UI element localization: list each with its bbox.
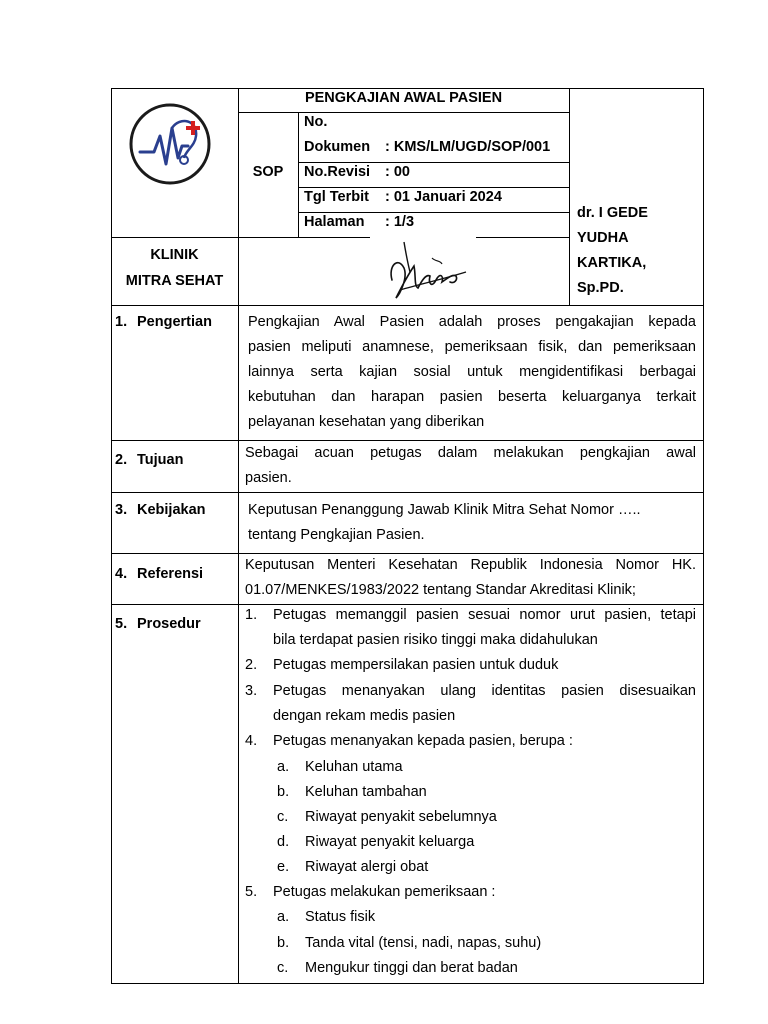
signer-name-line1: dr. I GEDE — [577, 205, 648, 221]
sublist-letter: a. — [277, 909, 290, 925]
sublist-item: Riwayat penyakit sebelumnya — [305, 809, 497, 825]
terbit-value: : 01 Januari 2024 — [385, 189, 502, 205]
text-line: lainnya serta kajian sosial untuk mengidentifikasi berbagai — [248, 364, 696, 380]
no-label: No. — [304, 114, 328, 130]
sublist-item: Keluhan tambahan — [305, 784, 427, 800]
signer-name-line2: YUDHA — [577, 230, 629, 246]
text-line: kebutuhan dan harapan pasien beserta keluarganya terkait — [248, 389, 696, 405]
list-number: 4. — [245, 733, 258, 749]
text-line: tentang Pengkajian Pasien. — [248, 527, 425, 543]
section-kebijakan-number: 3. — [115, 502, 128, 518]
sublist-item: Keluhan utama — [305, 759, 403, 775]
text-line: Pengkajian Awal Pasien adalah proses pengakajian kepada — [248, 314, 696, 330]
section-pengertian-label: Pengertian — [137, 314, 212, 330]
list-item-continuation: bila terdapat pasien risiko tinggi maka didahulukan — [273, 632, 598, 648]
list-item: Petugas memanggil pasien sesuai nomor urut pasien, tetapi — [273, 607, 696, 623]
section-prosedur-label: Prosedur — [137, 616, 201, 632]
sublist-letter: a. — [277, 759, 290, 775]
text-line: Keputusan Menteri Kesehatan Republik Indonesia Nomor HK. — [245, 557, 696, 573]
clinic-name-line1: KLINIK — [150, 247, 199, 263]
document-title: PENGKAJIAN AWAL PASIEN — [304, 90, 503, 106]
section-referensi-number: 4. — [115, 566, 128, 582]
list-number: 2. — [245, 657, 258, 673]
sublist-letter: d. — [277, 834, 290, 850]
list-item: Petugas melakukan pemeriksaan : — [273, 884, 496, 900]
sublist-item: Riwayat penyakit keluarga — [305, 834, 475, 850]
section-tujuan-label: Tujuan — [137, 452, 184, 468]
dokumen-label: Dokumen — [304, 139, 371, 155]
text-line: pasien meliputi anamnese, pemeriksaan fisik, dan pemeriksaan — [248, 339, 696, 355]
sublist-letter: c. — [277, 960, 289, 976]
dokumen-value: : KMS/LM/UGD/SOP/001 — [385, 139, 551, 155]
text-line: pasien. — [245, 470, 292, 486]
terbit-label: Tgl Terbit — [304, 189, 369, 205]
text-line: Sebagai acuan petugas dalam melakukan pengkajian awal — [245, 445, 696, 461]
sublist-item: Riwayat alergi obat — [305, 859, 429, 875]
clinic-name-line2: MITRA SEHAT — [125, 273, 224, 289]
signer-name-line4: Sp.PD. — [577, 280, 624, 296]
section-referensi-label: Referensi — [137, 566, 204, 582]
section-pengertian-number: 1. — [115, 314, 128, 330]
sublist-item: Tanda vital (tensi, nadi, napas, suhu) — [305, 935, 542, 951]
list-number: 5. — [245, 884, 258, 900]
sop-label: SOP — [252, 164, 284, 180]
list-item-continuation: dengan rekam medis pasien — [273, 708, 456, 724]
signer-name-line3: KARTIKA, — [577, 255, 647, 271]
sublist-letter: b. — [277, 935, 290, 951]
sublist-letter: e. — [277, 859, 290, 875]
clinic-logo — [128, 102, 212, 186]
revisi-label: No.Revisi — [304, 164, 371, 180]
section-kebijakan-label: Kebijakan — [137, 502, 206, 518]
list-number: 3. — [245, 683, 258, 699]
halaman-label: Halaman — [304, 214, 365, 230]
section-tujuan-number: 2. — [115, 452, 128, 468]
signature — [370, 236, 476, 304]
text-line: 01.07/MENKES/1983/2022 tentang Standar Akreditasi Klinik; — [245, 582, 636, 598]
pengertian-text — [248, 310, 696, 435]
text-line: pelayanan kesehatan yang diberikan — [248, 414, 485, 430]
sublist-item: Mengukur tinggi dan berat badan — [305, 960, 518, 976]
tujuan-text — [245, 441, 696, 491]
list-item: Petugas menanyakan kepada pasien, berupa : — [273, 733, 573, 749]
list-number: 1. — [245, 607, 258, 623]
sublist-letter: c. — [277, 809, 289, 825]
list-item: Petugas mempersilakan pasien untuk duduk — [273, 657, 559, 673]
halaman-value: : 1/3 — [385, 214, 415, 230]
sublist-letter: b. — [277, 784, 290, 800]
section-prosedur-number: 5. — [115, 616, 128, 632]
sublist-item: Status fisik — [305, 909, 376, 925]
kebijakan-text — [248, 498, 696, 548]
text-line: Keputusan Penanggung Jawab Klinik Mitra Sehat Nomor ….. — [248, 502, 641, 518]
referensi-text — [245, 553, 696, 603]
list-item: Petugas menanyakan ulang identitas pasien disesuaikan — [273, 683, 696, 699]
revisi-value: : 00 — [385, 164, 410, 180]
